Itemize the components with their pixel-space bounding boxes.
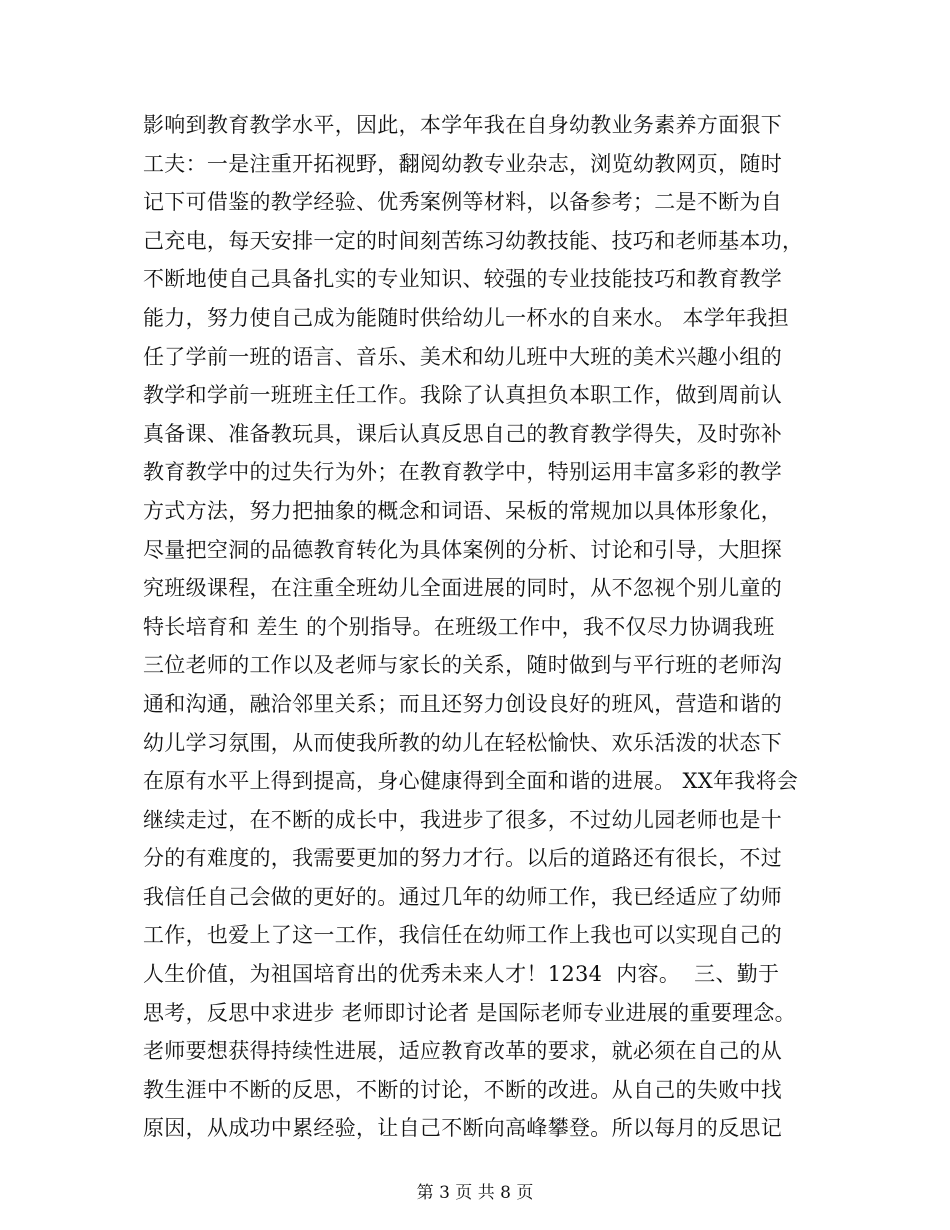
text-line: 任了学前一班的语言、音乐、美术和幼儿班中大班的美术兴趣小组的 — [143, 344, 782, 369]
text-line: 原因，从成功中累经验，让自己不断向高峰攀登。所以每月的反思记 — [143, 1116, 782, 1141]
text-line: 人生价值，为祖国培育出的优秀未来人才！1234 内容。 三、勤于 — [143, 962, 780, 987]
text-line: 能力，努力使自己成为能随时供给幼儿一杯水的自来水。 本学年我担 — [143, 305, 789, 330]
text-line: 教生涯中不断的反思，不断的讨论，不断的改进。从自己的失败中找 — [143, 1077, 782, 1102]
text-line: 影响到教育教学水平，因此，本学年我在自身幼教业务素养方面狠下 — [143, 113, 782, 137]
text-line: 我信任自己会做的更好的。通过几年的幼师工作，我已经适应了幼师 — [143, 884, 782, 909]
text-line: 方式方法，努力把抽象的概念和词语、呆板的常规加以具体形象化， — [143, 498, 782, 523]
text-line: 通和沟通，融洽邻里关系；而且还努力创设良好的班风，营造和谐的 — [143, 691, 782, 716]
text-line: 己充电，每天安排一定的时间刻苦练习幼教技能、技巧和老师基本功， — [143, 228, 804, 253]
text-line: 继续走过，在不断的成长中，我进步了很多，不过幼儿园老师也是十 — [143, 807, 782, 832]
text-line: 工夫：一是注重开拓视野，翻阅幼教专业杂志，浏览幼教网页，随时 — [143, 151, 782, 176]
text-line: 分的有难度的，我需要更加的努力才行。以后的道路还有很长，不过 — [143, 846, 782, 871]
text-line: 特长培育和 差生 的个别指导。在班级工作中，我不仅尽力协调我班 — [143, 614, 775, 639]
page-number-footer: 第 3 页 共 8 页 — [416, 1183, 534, 1203]
text-line: 教育教学中的过失行为外；在教育教学中，特别运用丰富多彩的教学 — [143, 460, 782, 485]
text-line: 不断地使自己具备扎实的专业知识、较强的专业技能技巧和教育教学 — [143, 267, 782, 292]
body-text — [143, 106, 823, 1148]
text-line: 三位老师的工作以及老师与家长的关系，随时做到与平行班的老师沟 — [143, 653, 782, 678]
text-line: 工作，也爱上了这一工作，我信任在幼师工作上我也可以实现自己的 — [143, 923, 782, 948]
text-line: 真备课、准备教玩具，课后认真反思自己的教育教学得失，及时弥补 — [143, 421, 782, 446]
text-line: 教学和学前一班班主任工作。我除了认真担负本职工作，做到周前认 — [143, 383, 782, 408]
text-line: 在原有水平上得到提高，身心健康得到全面和谐的进展。 XX年我将会 — [143, 769, 799, 794]
text-line: 思考，反思中求进步 老师即讨论者 是国际老师专业进展的重要理念。 — [143, 1000, 796, 1025]
text-line: 记下可借鉴的教学经验、优秀案例等材料，以备参考；二是不断为自 — [143, 190, 782, 215]
text-line: 尽量把空洞的品德教育转化为具体案例的分析、讨论和引导，大胆探 — [143, 537, 782, 562]
text-line: 老师要想获得持续性进展，适应教育改革的要求，就必须在自己的从 — [143, 1039, 782, 1064]
text-line: 究班级课程，在注重全班幼儿全面进展的同时，从不忽视个别儿童的 — [143, 576, 782, 601]
text-line: 幼儿学习氛围，从而使我所教的幼儿在轻松愉快、欢乐活泼的状态下 — [143, 730, 782, 755]
